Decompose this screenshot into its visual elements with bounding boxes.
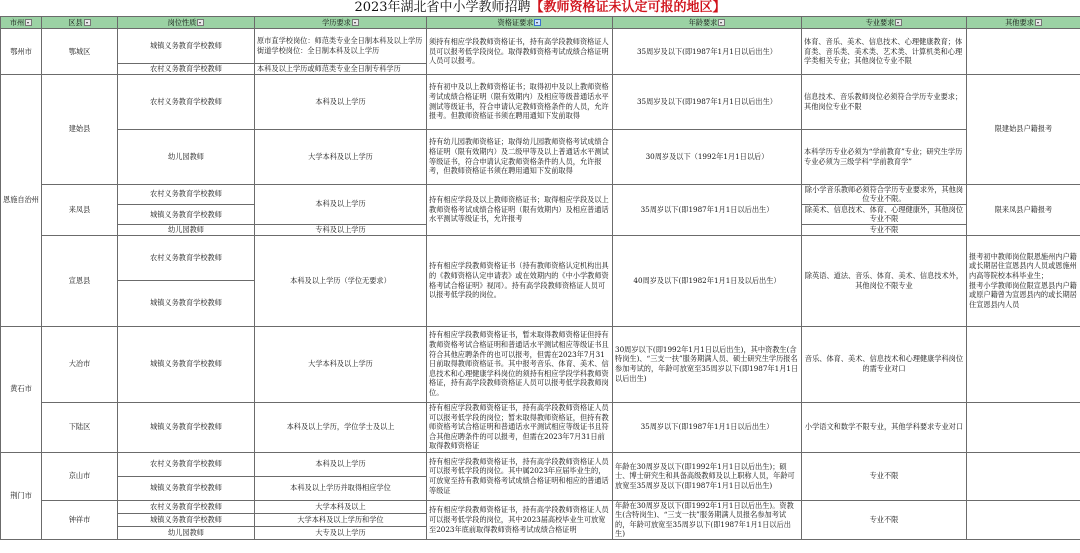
age-cell: 35周岁以下(即1987年1月1日以后出生） <box>613 402 802 452</box>
age-cell: 30周岁及以下（1992年1月1日以后） <box>613 129 802 184</box>
header-major[interactable]: 专业要求 <box>802 17 967 29</box>
education-cell: 本科及以上学历（学位无要求） <box>255 235 427 326</box>
city-cell: 荆门市 <box>1 452 42 539</box>
certificate-cell: 持有相应学段教师资格证书（持有教师资格认定机构出具的《教师资格认定申请表》或在效期内的《中小学教师资格考试合格证明》视同）。持有高学段教师资格证人员可以报考低学段的岗位。 <box>427 235 613 326</box>
certificate-cell: 持有幼儿园教师资格证；取得幼儿园教师资格考试成绩合格证明（限有效期内）及二级甲等及以上普通话水平测试等级证书，符合申请认定教师资格条件的人员，允许报考，但教师资格证书须在聘用通知下发前取得 <box>427 129 613 184</box>
district-cell: 宣恩县 <box>42 235 118 326</box>
post-cell: 农村义务教育学校教师 <box>118 235 255 280</box>
other-cell <box>967 452 1080 500</box>
city-cell: 黄石市 <box>1 326 42 452</box>
major-cell: 除美术、信息技术、体育、心理健康外，其他岗位专业不限 <box>802 204 967 224</box>
education-cell: 原市直学校岗位：师范类专业全日制本科及以上学历 街道学校岗位：全日制本科及以上学历 <box>255 29 427 64</box>
header-city[interactable]: 市州 <box>1 17 42 29</box>
post-cell: 城镇义务教育学校教师 <box>118 476 255 500</box>
education-cell: 本科及以上学历 <box>255 184 427 224</box>
filter-dropdown-icon[interactable] <box>1035 19 1042 26</box>
header-other[interactable]: 其他要求 <box>967 17 1080 29</box>
title-main: 2023年湖北省中小学教师招聘 <box>354 0 531 15</box>
age-cell: 35周岁及以下(即1987年1月1日以后出生） <box>613 74 802 129</box>
education-cell: 本科及以上学历 <box>255 452 427 476</box>
post-cell: 农村义务教育学校教师 <box>118 184 255 204</box>
major-cell: 信息技术、音乐教师岗位必须符合学历专业要求；其他岗位专业不限 <box>802 74 967 129</box>
certificate-cell: 持有初中及以上教师资格证书；取得初中及以上教师资格考试成绩合格证明（限有效期内）及相应等级普通话水平测试等级证书，符合申请认定教师资格条件的人员，允许报考。但教师资格证书须在聘用通知下发前取得 <box>427 74 613 129</box>
table-row <box>1 235 1080 280</box>
post-cell: 城镇义务教育学校教师 <box>118 326 255 402</box>
post-cell: 幼儿园教师 <box>118 526 255 539</box>
other-cell: 限建始县户籍报考 <box>967 74 1080 184</box>
education-cell: 本科及以上学历并取得相应学位 <box>255 476 427 500</box>
certificate-cell: 持有相应学段教师资格证书，持有高学段教师资格证人员可以报考低学段的岗位；暂未取得教师资格证，但持有教师资格考试合格证明和普通话水平测试相应等级证书且符合其他应聘条件的可以报考，但需在2023年7月31日前取得教师资格证 <box>427 402 613 452</box>
district-cell: 鄂城区 <box>42 29 118 75</box>
education-cell: 大学本科及以上学历 <box>255 129 427 184</box>
age-cell: 年龄在30周岁及以下(即1992年1月1日以后出生)。资教生(含特岗生)、“三支一扶”服务期满人员报名参加考试的，年龄可放宽至35周岁以下(即1987年1月1日以后出生) <box>613 500 802 539</box>
table-row <box>1 129 1080 184</box>
district-cell: 钟祥市 <box>42 500 118 539</box>
table-row <box>1 184 1080 204</box>
city-cell: 恩施自治州 <box>1 74 42 326</box>
district-cell: 建始县 <box>42 74 118 184</box>
certificate-cell: 持有相应学段教师资格证书，持有高学段教师资格证人员可以报考低学段的岗位。其中属2023年应届毕业生的，可放宽至持有教师资格考试成绩合格证明和相应的普通话等级证 <box>427 452 613 500</box>
post-cell: 城镇义务教育学校教师 <box>118 402 255 452</box>
district-cell: 京山市 <box>42 452 118 500</box>
header-certificate[interactable]: 资格证要求 <box>427 17 613 29</box>
table-container <box>0 16 1080 553</box>
filter-dropdown-icon[interactable] <box>895 19 902 26</box>
age-cell: 35周岁以下(即1987年1月1日以后出生） <box>613 184 802 235</box>
age-cell: 35周岁及以下(即1987年1月1日以后出生） <box>613 29 802 75</box>
major-cell: 专业不限 <box>802 452 967 500</box>
major-cell: 音乐、体育、美术、信息技术和心理健康学科岗位的需专业对口 <box>802 326 967 402</box>
district-cell: 大冶市 <box>42 326 118 402</box>
education-cell: 大学本科及以上 <box>255 500 427 513</box>
age-cell: 年龄在30周岁及以下(即1992年1月1日以后出生)；硕士、博士研究生和具备高级教师及以上职称人员，年龄可放宽至35周岁及以下(即1987年1月1日以后出生) <box>613 452 802 500</box>
post-cell: 农村义务教育学校教师 <box>118 74 255 129</box>
major-cell: 专业不限 <box>802 500 967 539</box>
certificate-cell: 持有相应学段教师资格证书，持有高学段教师资格证人员可以报考低学段的岗位，其中2023届高校毕业生可放宽至2023年底前取得教师资格考试成绩合格证明 <box>427 500 613 539</box>
post-cell: 城镇义务教育学校教师 <box>118 29 255 64</box>
other-cell <box>967 402 1080 452</box>
post-cell: 幼儿园教师 <box>118 224 255 235</box>
education-cell: 专科及以上学历 <box>255 224 427 235</box>
filter-active-icon[interactable] <box>534 19 541 26</box>
certificate-cell: 须持有相应学段教师资格证书，持有高学段教师资格证人员可以报考低学段岗位。取得教师资格考试成绩合格证明人员可以报考。 <box>427 29 613 75</box>
table-row <box>1 500 1080 513</box>
header-post[interactable]: 岗位性质 <box>118 17 255 29</box>
header-district[interactable]: 区县 <box>42 17 118 29</box>
recruitment-table <box>0 16 1080 540</box>
filter-dropdown-icon[interactable] <box>197 19 204 26</box>
table-row <box>1 452 1080 476</box>
major-cell: 体育、音乐、美术、信息技术、心理健康教育；体育类、音乐类、美术类、艺术类、计算机类和心理学类相关专业；其他岗位专业不限 <box>802 29 967 75</box>
district-cell: 下陆区 <box>42 402 118 452</box>
table-row <box>1 74 1080 129</box>
post-cell: 农村义务教育学校教师 <box>118 64 255 75</box>
other-cell <box>967 500 1080 539</box>
post-cell: 城镇义务教育学校教师 <box>118 280 255 326</box>
filter-dropdown-icon[interactable] <box>25 19 32 26</box>
education-cell: 本科及以上学历或师范类专业全日制专科学历 <box>255 64 427 75</box>
other-cell <box>967 326 1080 402</box>
age-cell: 30周岁以下(即1992年1月1日以后出生)，其中资教生(含特岗生)、“三支一扶”服务期满人员、硕士研究生学历报名参加考试的，年龄可放宽至35周岁以下(即1987年1月1日以后出生) <box>613 326 802 402</box>
post-cell: 城镇义务教育学校教师 <box>118 513 255 526</box>
page-title <box>0 0 1080 16</box>
major-cell: 除英语、道法、音乐、体育、美术、信息技术外，其他岗位不限专业 <box>802 235 967 326</box>
education-cell: 大专及以上学历 <box>255 526 427 539</box>
table-row <box>1 402 1080 452</box>
major-cell: 除小学音乐教师必须符合学历专业要求外，其他岗位专业不限。 <box>802 184 967 204</box>
education-cell: 大学本科及以上学历 <box>255 326 427 402</box>
header-education[interactable]: 学历要求 <box>255 17 427 29</box>
header-age[interactable]: 年龄要求 <box>613 17 802 29</box>
certificate-cell: 持有相应学段及以上教师资格证书；取得相应学段及以上教师资格考试成绩合格证明（限有效期内）及相应普通话水平测试等级证书，允许报考 <box>427 184 613 235</box>
other-cell: 限来凤县户籍报考 <box>967 184 1080 235</box>
district-cell: 来凤县 <box>42 184 118 235</box>
post-cell: 幼儿园教师 <box>118 129 255 184</box>
age-cell: 40周岁及以下(即1982年1月1日及以后出生） <box>613 235 802 326</box>
certificate-cell: 持有相应学段教师资格证书，暂未取得教师资格证但持有教师资格考试合格证明和普通话水平测试相应等级证书且符合其他应聘条件的也可以报考，但需在2023年7月31日前取得教师资格证书。其中报考音乐、体育、美术、信息技术和心理健康学科岗位的须持有相应学段学科教师资格证，持有高学段教师资格证人员可以报考低学段教师岗位。 <box>427 326 613 402</box>
filter-dropdown-icon[interactable] <box>84 19 91 26</box>
major-cell: 专业不限 <box>802 224 967 235</box>
title-highlight: 【教师资格证未认定可报的地区】 <box>530 0 726 15</box>
post-cell: 城镇义务教育学校教师 <box>118 204 255 224</box>
other-cell <box>967 29 1080 75</box>
header-row <box>1 17 1080 29</box>
major-cell: 小学语文和数学不限专业，其他学科要求专业对口 <box>802 402 967 452</box>
education-cell: 本科及以上学历 <box>255 74 427 129</box>
filter-dropdown-icon[interactable] <box>718 19 725 26</box>
table-row <box>1 29 1080 64</box>
education-cell: 本科及以上学历，学位学士及以上 <box>255 402 427 452</box>
post-cell: 农村义务教育学校教师 <box>118 500 255 513</box>
table-row <box>1 326 1080 402</box>
city-cell: 鄂州市 <box>1 29 42 75</box>
post-cell: 农村义务教育学校教师 <box>118 452 255 476</box>
education-cell: 大学本科及以上学历和学位 <box>255 513 427 526</box>
other-cell: 报考初中教师岗位限恩施州内户籍或长期居住宣恩县内人员或恩施州内高等院校本科毕业生； 报考小学教师岗位限宣恩县内户籍或原户籍曾为宣恩县内的或长期居住宣恩县内人员 <box>967 235 1080 326</box>
filter-dropdown-icon[interactable] <box>352 19 359 26</box>
major-cell: 本科学历专业必须为“学前教育”专业；研究生学历专业必须为三级学科“学前教育学” <box>802 129 967 184</box>
